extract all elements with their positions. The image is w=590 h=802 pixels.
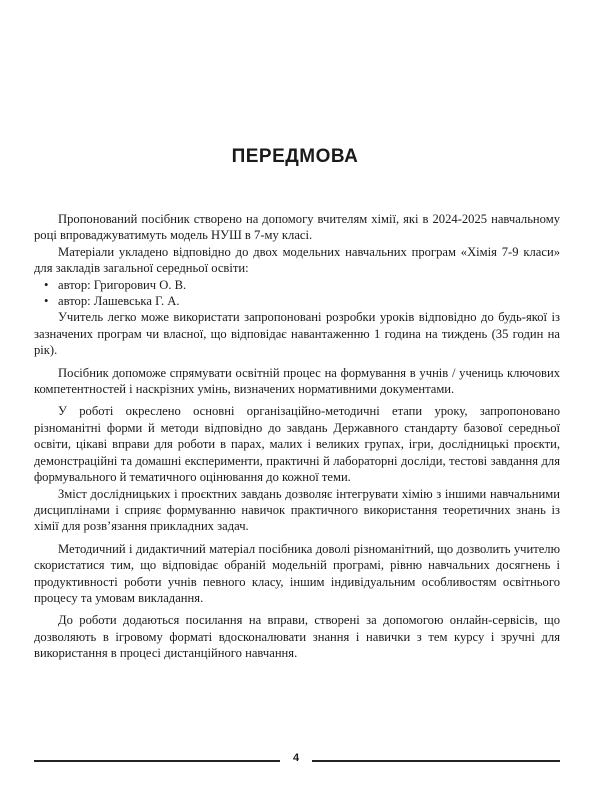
author-list [34,277,560,310]
footer-rule-left [34,760,280,762]
paragraph-1: Пропонований посібник створено на допомогу вчителям хімії, які в 2024-2025 навчальному році впроваджуватимуть модель НУШ в 7-му класі. [34,212,560,243]
bullet-icon: • [44,277,49,292]
paragraph-4: Посібник допоможе спрямувати освітній процес на формування в учнів / учениць ключових компетентностей і наскрізних умінь, визначених нормативними документами. [34,365,560,397]
paragraph-8: До роботи додаються посилання на вправи, створені за допомогою онлайн-сервісів, що дозволяють в ігровому форматі вдосконалювати знання і навички з тем курсу і зручні для використання в процесі дистанційного навчання. [34,613,560,661]
footer-rule-right [312,760,560,762]
preface-body [34,211,560,662]
paragraph-5: У роботі окреслено основні організаційно-методичні етапи уроку, запропоновано різноманітні форми й методи відповідно до завдань Державного стандарту базової середньої освіти, цікаві вправи для роботи в парах, малих і великих групах, ігри, дослідницькі проєкти, демонстраційні та домашні експерименти, практичні й лабораторні досліди, тестові завдання для формувального й тематичного оцінювання до кожної теми. [34,404,560,485]
list-item [34,277,560,293]
author-1: автор: Григорович О. В. [58,277,187,292]
page-number: 4 [292,752,300,764]
page-title: ПЕРЕДМОВА [231,146,359,167]
paragraph-3: Учитель легко може використати запропоновані розробки уроків відповідно до будь-якої із зазначених програм чи власної, що відповідає навантаженню 1 година на тиждень (35 годин на рік). [34,310,560,358]
bullet-icon: • [44,294,49,309]
paragraph-7: Методичний і дидактичний матеріал посібника доволі різноманітний, що дозволить учителю скористатися тим, що відповідає обраній модельній програмі, рівню навчальних досягнень і продуктивності роботи учнів певного класу, іншим індивідуальним особливостям освітнього процесу та умовам викладання. [34,541,560,605]
author-2: автор: Лашевська Г. А. [58,294,180,309]
list-item [34,293,560,309]
paragraph-6: Зміст дослідницьких і проєктних завдань дозволяє інтегрувати хімію з іншими навчальними дисциплінами і сприяє формуванню навичок практичного використання теоретичних знань із хімії для розв’язання прикладних задач. [34,486,560,534]
paragraph-2: Матеріали укладено відповідно до двох модельних навчальних програм «Хімія 7-9 класи» для закладів загальної середньої освіти: [34,244,560,276]
